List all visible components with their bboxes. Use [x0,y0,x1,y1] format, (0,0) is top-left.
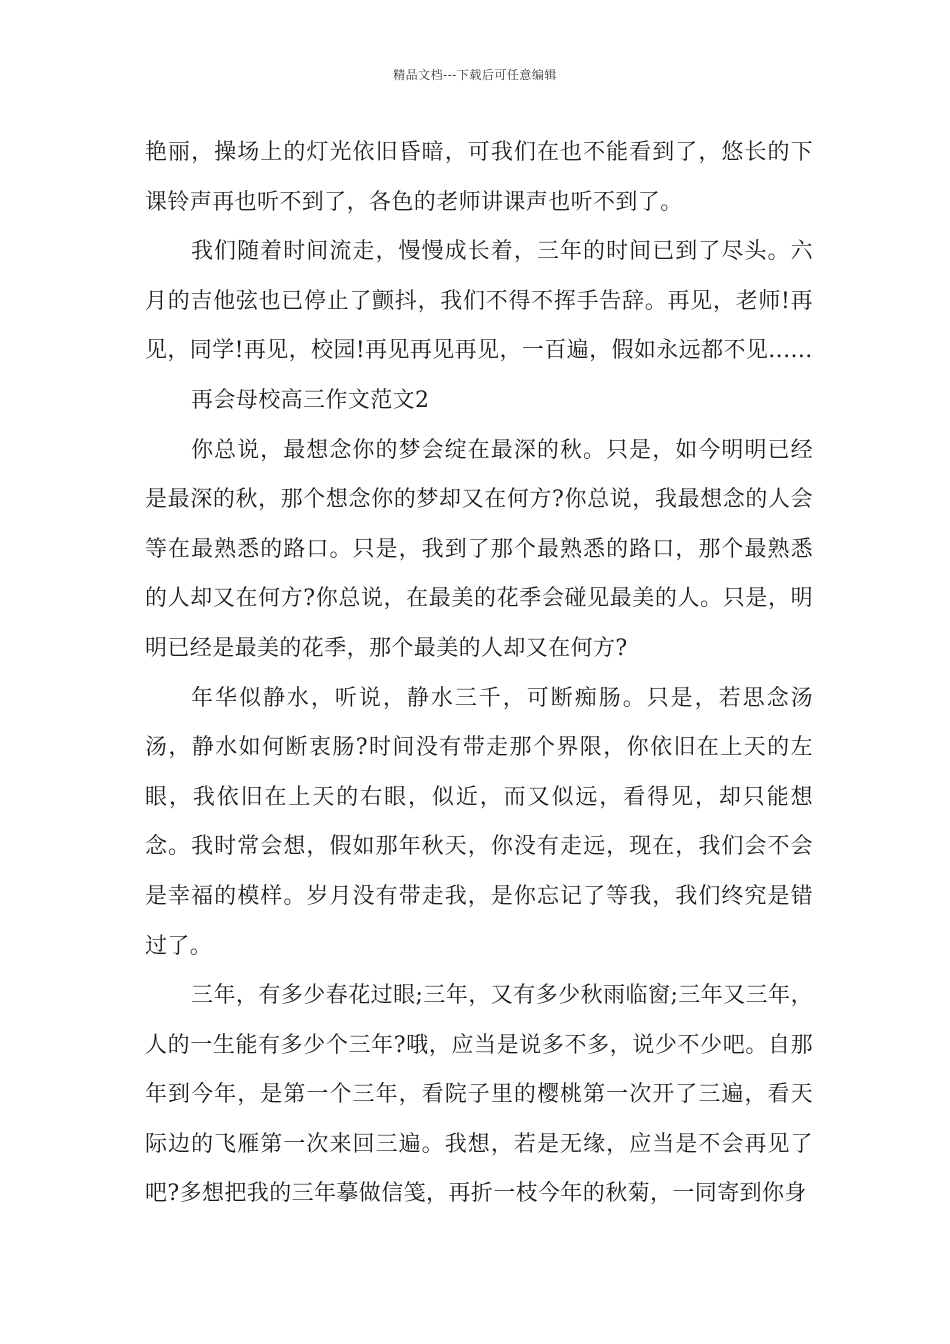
paragraph: 我们随着时间流走，慢慢成长着，三年的时间已到了尽头。六月的吉他弦也已停止了颤抖，我们不得不挥手告辞。再见，老师!再见，同学!再见，校园!再见再见再见，一百遍，假如永远都不见...... [145,239,813,364]
paragraph: 你总说，最想念你的梦会绽在最深的秋。只是，如今明明已经是最深的秋，那个想念你的梦却又在何方?你总说，我最想念的人会等在最熟悉的路口。只是，我到了那个最熟悉的路口，那个最熟悉的人却又在何方?你总说，在最美的花季会碰见最美的人。只是，明明已经是最美的花季，那个最美的人却又在何方? [145,437,813,661]
paragraph: 三年，有多少春花过眼;三年，又有多少秋雨临窗;三年又三年，人的一生能有多少个三年?哦，应当是说多不多，说少不少吧。自那年到今年，是第一个三年，看院子里的樱桃第一次开了三遍，看天际边的飞雁第一次来回三遍。我想，若是无缘，应当是不会再见了吧?多想把我的三年摹做信笺，再折一枝今年的秋菊，一同寄到你身 [145,983,813,1207]
section-heading: 再会母校高三作文范文2 [191,387,430,413]
paragraph-continued: 艳丽，操场上的灯光依旧昏暗，可我们在也不能看到了，悠长的下课铃声再也听不到了，各色的老师讲课声也听不到了。 [145,140,813,215]
document-body [145,128,813,1219]
paragraph: 年华似静水，听说，静水三千，可断痴肠。只是，若思念汤汤，静水如何断衷肠?时间没有带走那个界限，你依旧在上天的左眼，我依旧在上天的右眼，似近，而又似远，看得见，却只能想念。我时常会想，假如那年秋天，你没有走远，现在，我们会不会是幸福的模样。岁月没有带走我，是你忘记了等我，我们终究是错过了。 [145,685,813,959]
page-header: 精品文档---下载后可任意编辑 [393,68,557,82]
